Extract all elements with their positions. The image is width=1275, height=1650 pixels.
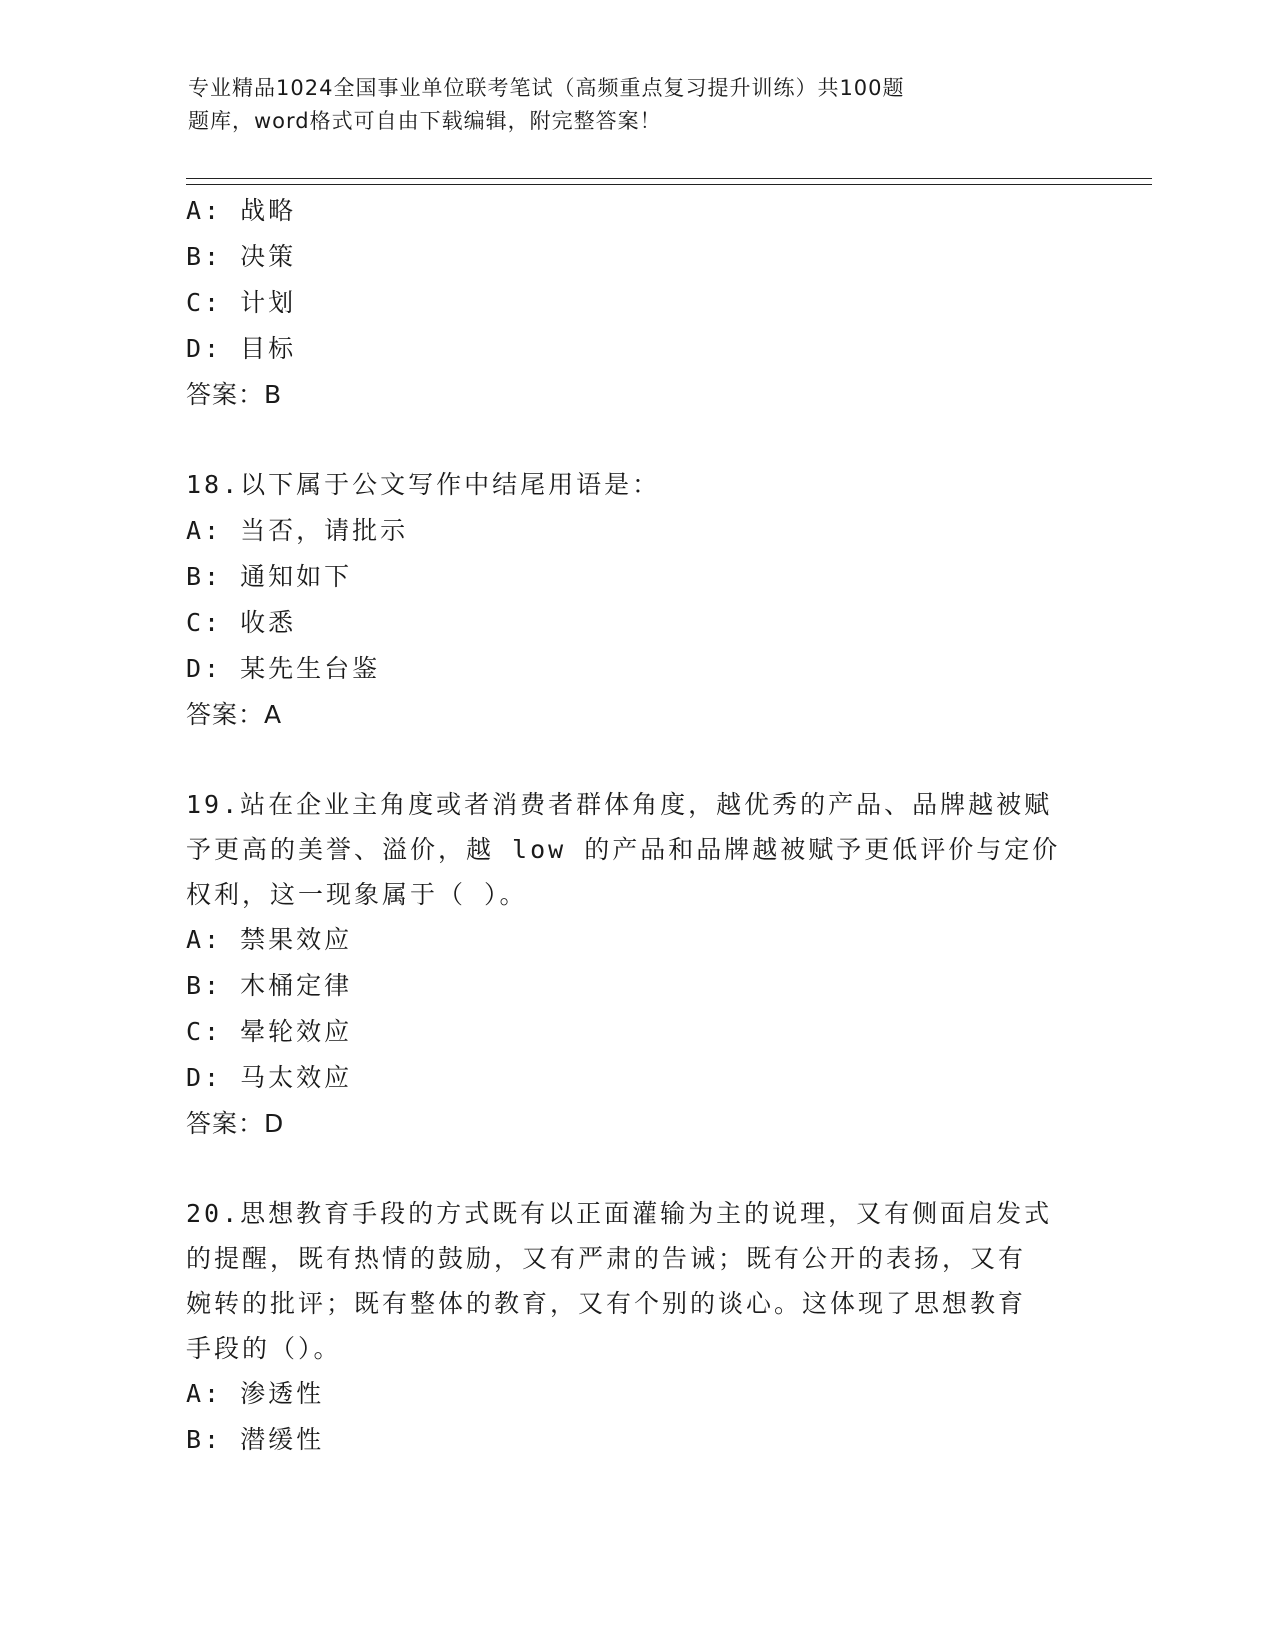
option-c: C: 收悉 (186, 608, 297, 637)
question-line: 的提醒，既有热情的鼓励，又有严肃的告诫；既有公开的表扬，又有 (186, 1244, 1027, 1273)
answer: 答案：D (186, 1109, 285, 1138)
answer: 答案：A (186, 700, 283, 729)
answer: 答案：B (186, 380, 283, 409)
question-19 (186, 782, 1086, 1147)
option-b: B: 潜缓性 (186, 1425, 325, 1454)
question-20 (186, 1191, 1086, 1463)
question-18 (186, 462, 1086, 738)
question-line: 手段的（）。 (186, 1334, 342, 1363)
document-body (186, 188, 1086, 1463)
question-line: 19.站在企业主角度或者消费者群体角度，越优秀的产品、品牌越被赋 (186, 790, 1053, 819)
question-line: 权利，这一现象属于（ ）。 (186, 880, 528, 909)
header-line-1: 专业精品1024全国事业单位联考笔试（高频重点复习提升训练）共100题 (188, 76, 905, 100)
question-text (186, 1191, 1066, 1371)
option-c: C: 晕轮效应 (186, 1017, 353, 1046)
header-rule-bottom (186, 184, 1152, 185)
header-rule-top (186, 178, 1152, 179)
option-a: A: 渗透性 (186, 1379, 325, 1408)
option-b: B: 通知如下 (186, 562, 353, 591)
option-c: C: 计划 (186, 288, 297, 317)
option-d: D: 目标 (186, 334, 297, 363)
header-line-2: 题库，word格式可自由下载编辑，附完整答案！ (188, 109, 662, 133)
question-17 (186, 188, 1086, 418)
option-b: B: 决策 (186, 242, 297, 271)
question-line: 20.思想教育手段的方式既有以正面灌输为主的说理，又有侧面启发式 (186, 1199, 1053, 1228)
question-line: 予更高的美誉、溢价，越 low 的产品和品牌越被赋予更低评价与定价 (186, 835, 1061, 864)
option-b: B: 木桶定律 (186, 971, 353, 1000)
option-a: A: 当否，请批示 (186, 516, 409, 545)
question-text (186, 782, 1066, 917)
question-text: 18.以下属于公文写作中结尾用语是： (186, 470, 661, 499)
option-d: D: 马太效应 (186, 1063, 353, 1092)
option-d: D: 某先生台鉴 (186, 654, 381, 683)
option-a: A: 战略 (186, 196, 297, 225)
document-header (188, 72, 988, 138)
question-line: 婉转的批评；既有整体的教育，又有个别的谈心。这体现了思想教育 (186, 1289, 1027, 1318)
option-a: A: 禁果效应 (186, 925, 353, 954)
